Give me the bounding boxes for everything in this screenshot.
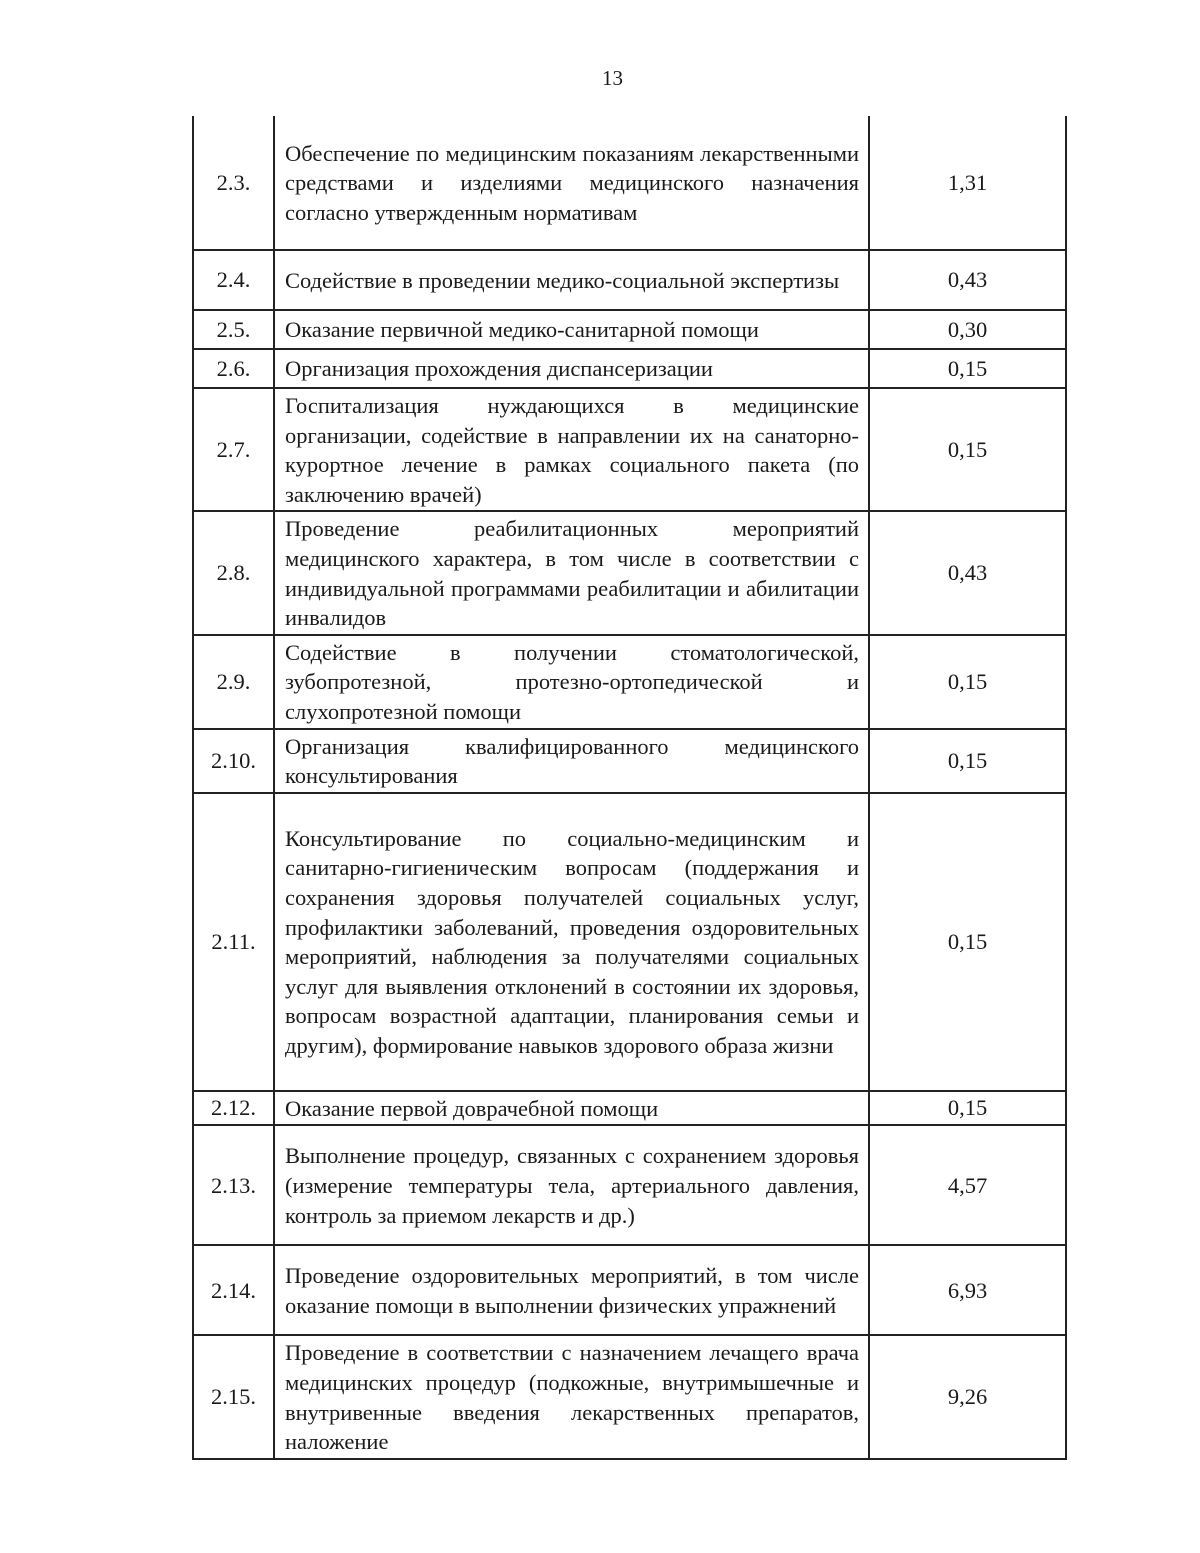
service-name	[274, 793, 869, 1091]
row-number: 2.9.	[193, 635, 274, 729]
row-number: 2.4.	[193, 250, 274, 310]
service-name-text: Организация квалифицированного медицинского консультирования	[285, 733, 859, 789]
service-value: 0,30	[869, 310, 1066, 349]
row-number: 2.10.	[193, 729, 274, 793]
service-name	[274, 388, 869, 511]
service-value: 9,26	[869, 1335, 1066, 1458]
row-number: 2.11.	[193, 793, 274, 1091]
table-row	[193, 1335, 1066, 1458]
service-name	[274, 1335, 869, 1458]
service-name	[274, 1125, 869, 1245]
service-name-text: Проведение в соответствии с назначением лечащего врача медицинских процедур (подкожные, внутримышечные и внутривенные введения лекарственных препаратов, наложение	[285, 1340, 859, 1455]
service-name-text: Оказание первой доврачебной помощи	[285, 1095, 659, 1121]
service-name-text: Госпитализация нуждающихся в медицинские организации, содействие в направлении их на санаторно-курортное лечение в рамках социального пакета (по заключению врачей)	[285, 393, 859, 507]
row-number: 2.13.	[193, 1125, 274, 1245]
table-row	[193, 116, 1066, 250]
service-name	[274, 349, 869, 388]
table-row	[193, 1125, 1066, 1245]
row-number: 2.14.	[193, 1245, 274, 1335]
page-number: 13	[602, 66, 623, 90]
row-number: 2.6.	[193, 349, 274, 388]
row-number: 2.7.	[193, 388, 274, 511]
row-number: 2.3.	[193, 116, 274, 250]
table-row	[193, 793, 1066, 1091]
service-value: 0,15	[869, 388, 1066, 511]
service-value: 0,15	[869, 793, 1066, 1091]
table-row	[193, 349, 1066, 388]
service-value: 0,15	[869, 729, 1066, 793]
table-row	[193, 250, 1066, 310]
service-value: 1,31	[869, 116, 1066, 250]
table-row	[193, 511, 1066, 634]
service-name-text: Проведение реабилитационных мероприятий медицинского характера, в том числе в соответствии с индивидуальной программами реабилитации и абилитации инвалидов	[285, 516, 859, 631]
service-name	[274, 635, 869, 729]
table-row	[193, 1091, 1066, 1126]
service-name	[274, 250, 869, 310]
service-name	[274, 1245, 869, 1335]
service-value: 0,15	[869, 349, 1066, 388]
row-number: 2.8.	[193, 511, 274, 634]
table-row	[193, 310, 1066, 349]
row-number: 2.12.	[193, 1091, 274, 1126]
service-name	[274, 729, 869, 793]
service-name-text: Выполнение процедур, связанных с сохранением здоровья (измерение температуры тела, артериального давления, контроль за приемом лекарств и др.)	[285, 1143, 859, 1228]
service-name	[274, 310, 869, 349]
service-value: 0,43	[869, 250, 1066, 310]
service-name-text: Содействие в получении стоматологической, зубопротезной, протезно-ортопедической и слухопротезной помощи	[285, 639, 859, 724]
table-row	[193, 729, 1066, 793]
service-name	[274, 1091, 869, 1126]
service-value: 4,57	[869, 1125, 1066, 1245]
service-name-text: Оказание первичной медико-санитарной помощи	[285, 317, 759, 343]
service-value: 0,15	[869, 1091, 1066, 1126]
table-row	[193, 635, 1066, 729]
table-row	[193, 388, 1066, 511]
table-row	[193, 1245, 1066, 1335]
service-value: 0,15	[869, 635, 1066, 729]
services-table	[192, 116, 1067, 1460]
service-name	[274, 116, 869, 250]
service-name-text: Проведение оздоровительных мероприятий, в том числе оказание помощи в выполнении физических упражнений	[285, 1263, 859, 1318]
service-name	[274, 511, 869, 634]
service-name-text: Консультирование по социально-медицинским и санитарно-гигиеническим вопросам (поддержания и сохранения здоровья получателей социальных услуг, профилактики заболеваний, проведения оздоровительных мероприятий, наблюдения за получателями социальных услуг для выявления отклонений в состоянии их здоровья, вопросам возрастной адаптации, планирования семьи и другим), формирование навыков здорового образа жизни	[285, 825, 859, 1058]
service-value: 6,93	[869, 1245, 1066, 1335]
service-name-text: Обеспечение по медицинским показаниям лекарственными средствами и изделиями медицинского назначения согласно утвержденным нормативам	[285, 140, 859, 225]
row-number: 2.15.	[193, 1335, 274, 1458]
row-number: 2.5.	[193, 310, 274, 349]
service-name-text: Организация прохождения диспансеризации	[285, 356, 713, 382]
service-value: 0,43	[869, 511, 1066, 634]
table-body	[193, 116, 1066, 1459]
service-name-text: Содействие в проведении медико-социальной экспертизы	[285, 267, 840, 293]
